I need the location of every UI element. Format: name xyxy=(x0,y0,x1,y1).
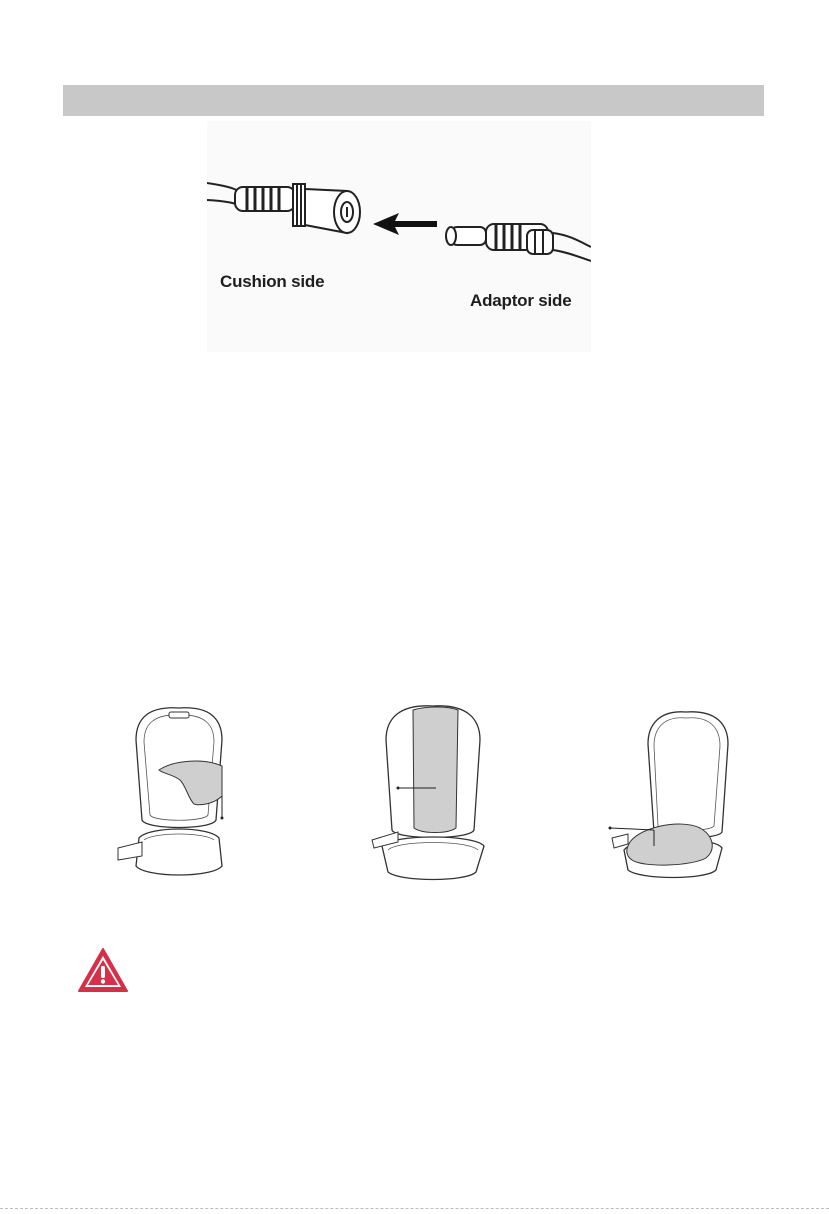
connector-figure xyxy=(207,121,591,352)
seat-cover-peel-icon xyxy=(104,700,254,885)
seat-cushion-cover-icon xyxy=(604,700,754,885)
adaptor-cable xyxy=(553,233,591,247)
adaptor-connector xyxy=(446,224,553,254)
warning-triangle-icon xyxy=(77,947,129,993)
page-bottom-rule xyxy=(0,1208,829,1209)
section-header-bar xyxy=(63,85,764,116)
cushion-side-label: Cushion side xyxy=(220,272,325,291)
back-cover-fitted-icon xyxy=(358,700,508,885)
cushion-cable xyxy=(207,183,237,191)
adaptor-side-label: Adaptor side xyxy=(470,291,572,310)
cushion-connector xyxy=(235,184,360,233)
connector-illustration xyxy=(207,121,591,352)
arrow-left-icon xyxy=(373,213,437,235)
